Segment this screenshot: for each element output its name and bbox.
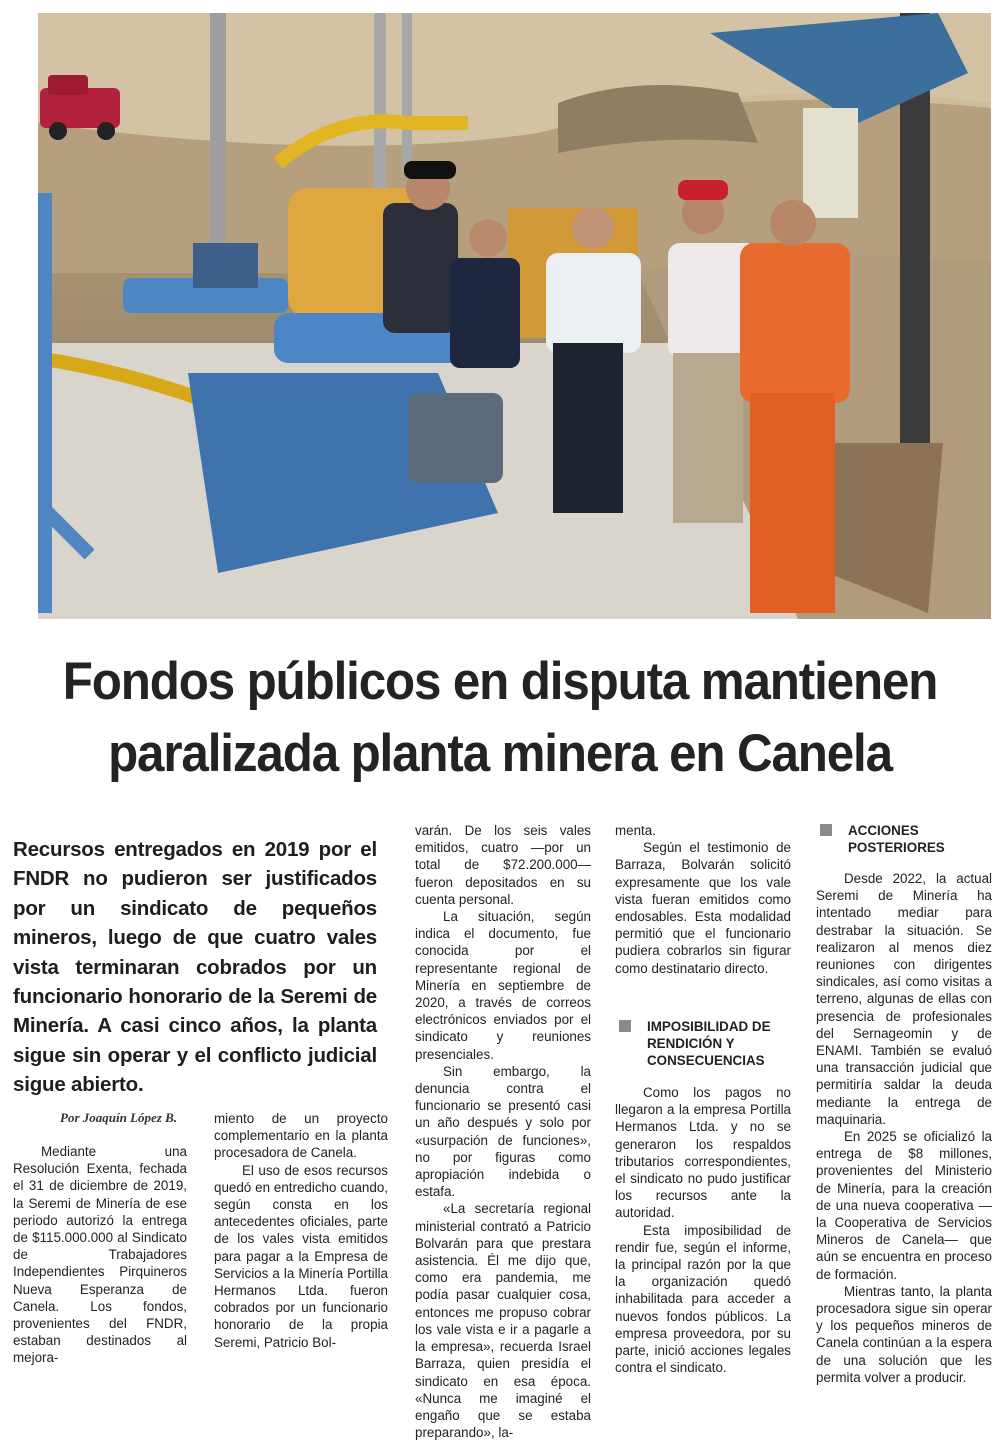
column-3 (415, 822, 591, 1441)
paragraph: El uso de esos recursos quedó en entredicho cuando, según consta en los antecedentes oficiales, parte de los vales vista emitidos para pagar a la Empresa de Servicios a la Minería Portilla Hermanos Ltda. fueron cobrados por un funcionario honorario de la propia Seremi, Patricio Bol- (214, 1162, 388, 1350)
square-bullet-icon (619, 1020, 631, 1032)
square-bullet-icon (820, 824, 832, 836)
paragraph: miento de un proyecto complementario en la planta procesadora de Canela. (214, 1111, 388, 1161)
paragraph: Esta imposibilidad de rendir fue, según el informe, la principal razón por la que la organización quedó inhabilitada para acceder a nuevos fondos públicos. La empresa proveedora, por su parte, inició acciones legales contra el sindicato. (615, 1222, 791, 1376)
paragraph: menta. (615, 823, 656, 838)
paragraph: Sin embargo, la denuncia contra el funcionario se presentó casi un año después y solo por «usurpación de funciones», no por figuras como apropiación indebida o estafa. (415, 1063, 591, 1200)
column-2 (214, 1110, 388, 1351)
lead-paragraph: Recursos entregados en 2019 por el FNDR no pudieron ser justificados por un sindicato de pequeños mineros, luego de que cuatro vales vista terminaran cobrados por un funcionario honorario de la Seremi de Minería. A casi cinco años, la planta sigue sin operar y el conflicto judicial sigue abierto. (13, 838, 377, 1097)
column-1 (13, 1143, 187, 1367)
column-4 (615, 822, 791, 977)
byline: Por Joaquín López B. (60, 1110, 178, 1125)
paragraph: Mediante una Resolución Exenta, fechada el 31 de diciembre de 2019, la Seremi de Minería de ese periodo autorizó la entrega de $115.000.000 al Sindicato de Trabajadores Independientes Pirquineros Nueva Esperanza de Canela. Los fondos, provenientes del FNDR, estaban destinados al mejora- (13, 1144, 187, 1366)
column-5 (816, 870, 992, 1386)
section-heading-text: ACCIONES POSTERIORES (848, 823, 945, 856)
paragraph: En 2025 se oficializó la entrega de $8 millones, provenientes del Ministerio de Minería, para la creación de una nueva cooperativa —la Cooperativa de Servicios Mineros de Canela— que aún se encuentra en proceso de formación. (816, 1129, 992, 1282)
paragraph: Mientras tanto, la planta procesadora sigue sin operar y los pequeños mineros de Canela continúan a la espera de una solución que les permita volver a producir. (816, 1283, 992, 1385)
column-4-continued (615, 1084, 791, 1376)
paragraph: Según el testimonio de Barraza, Bolvarán solicitó expresamente que los vale vista fueran emitidos como endosables. Esta modalidad permitió que el funcionario pudiera cobrarlos sin figurar como destinatario directo. (615, 840, 791, 976)
person-5 (740, 200, 850, 613)
paragraph: La situación, según indica el documento, fue conocida por el representante regional de Minería en septiembre de 2020, a través de correos electrónicos enviados por el sindicato y reuniones presenciales. (415, 909, 591, 1062)
section-heading-text: IMPOSIBILIDAD DE RENDICIÓN Y CONSECUENCIAS (647, 1019, 771, 1069)
headline-line-1: Fondos públicos en disputa mantienen (62, 652, 938, 711)
mining-plant-photo-icon (38, 13, 991, 619)
headline (35, 646, 965, 790)
section-heading-rendicion (619, 1018, 791, 1070)
paragraph: Como los pagos no llegaron a la empresa Portilla Hermanos Ltda. y no se generaron los respaldos tributarios correspondientes, el sindicato no pudo justificar los recursos ante la autoridad. (615, 1085, 791, 1221)
paragraph: Desde 2022, la actual Seremi de Minería ha intentado mediar para destrabar la situación. Se realizaron al menos diez reuniones con dirigentes sindicales, así como visitas a terreno, algunas de ellas con presencia de profesionales del Sernageomin y de ENAMI. También se evaluó una transacción judicial que permitiría saldar la deuda mediante la entrega de maquinaria. (816, 871, 992, 1127)
section-heading-acciones (820, 822, 992, 856)
paragraph: «La secretaría regional ministerial contrató a Patricio Bolvarán para que prestara asistencia. Él me dijo que, como era pandemia, me podía pasar cualquier cosa, entonces me propuso cobrar los vale vista e ir a pagarle a la empresa», recuerda Israel Barraza, quien presidía el sindicato en esa época. «Nunca me imaginé el engaño que se estaba preparando», la- (415, 1201, 591, 1441)
headline-line-2: paralizada planta minera en Canela (108, 724, 892, 783)
paragraph: varán. De los seis vales emitidos, cuatro —por un total de $72.200.000— fueron depositados en su cuenta personal. (415, 823, 591, 907)
article-photo (38, 13, 991, 619)
